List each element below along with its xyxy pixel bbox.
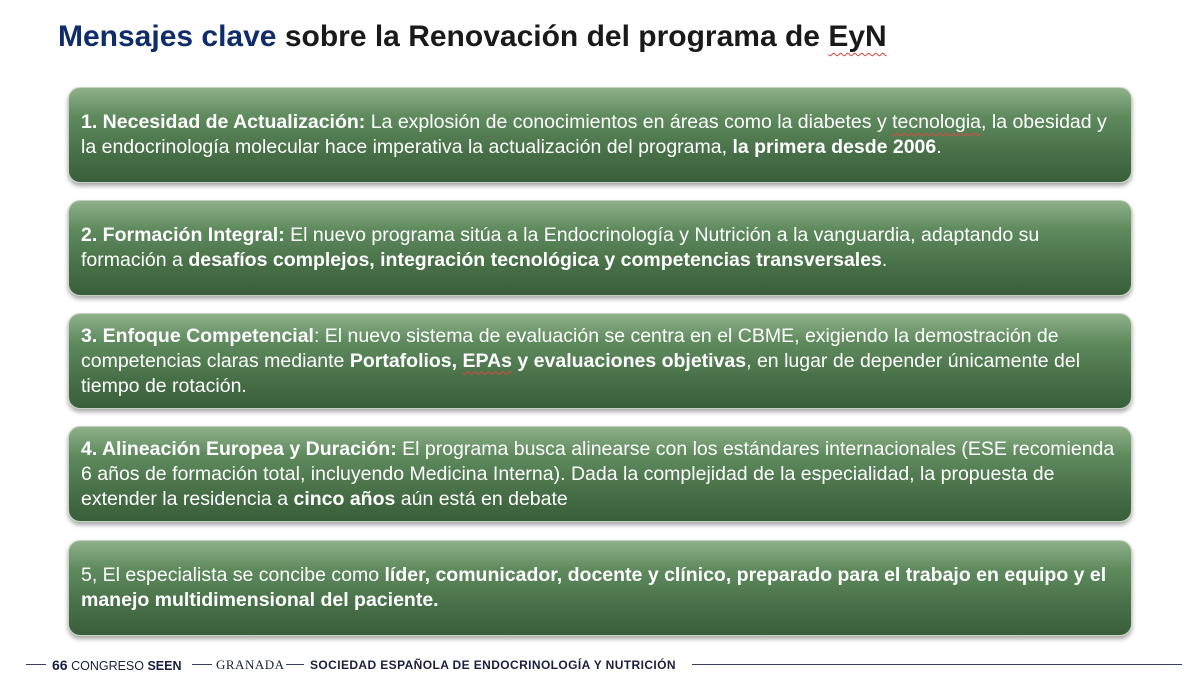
message-body: .: [881, 249, 888, 271]
footer-bar: [0, 655, 1200, 675]
message-box-5: [68, 540, 1132, 636]
message-heading-1: 1. Necesidad de Actualización:: [81, 111, 366, 133]
message-box-2: [68, 200, 1132, 296]
message-body: 5, El especialista se concibe como: [81, 564, 385, 586]
message-emphasis: y evaluaciones objetivas: [512, 349, 747, 372]
message-box-4: [68, 426, 1132, 522]
title-accent: Mensajes clave: [58, 20, 277, 53]
footer-seen: SEEN: [147, 659, 182, 673]
message-body: tecnologia: [892, 111, 982, 133]
footer-congreso: CONGRESO: [71, 659, 148, 673]
message-body: La explosión de conocimientos en áreas como la diabetes y: [365, 111, 893, 133]
message-emphasis: EPAs: [462, 349, 512, 372]
message-emphasis: Portafolios,: [349, 349, 463, 372]
footer-divider: [286, 664, 304, 665]
title-main: sobre la Renovación del programa de: [276, 20, 829, 53]
footer-divider: [26, 664, 46, 665]
message-emphasis: la primera desde 2006: [732, 136, 937, 158]
message-body: : El nuevo sistema de evaluación se centra en el CBME, exigiendo la demostración de competencias claras mediante: [81, 324, 1059, 372]
message-emphasis: desafíos complejos, integración tecnológica y competencias transversales: [188, 249, 882, 271]
message-body: El programa busca alinearse con los estándares internacionales (ESE recomienda 6 años de formación total, incluyendo Medicina Interna). Dada la complejidad de la especialidad, la propuesta de extender la residencia a: [81, 437, 1115, 510]
title-eyn: EyN: [828, 20, 887, 53]
message-box-1: [68, 87, 1132, 183]
message-text-1: [81, 110, 1119, 160]
message-heading-2: 2. Formación Integral:: [81, 224, 285, 246]
message-emphasis: líder, comunicador, docente y clínico, preparado para el trabajo en equipo y el manejo multidimensional del paciente.: [81, 564, 1107, 611]
message-text-2: [81, 223, 1119, 273]
message-body: , en lugar de depender únicamente del tiempo de rotación.: [81, 349, 1081, 397]
message-emphasis: cinco años: [293, 487, 396, 510]
footer-divider: [692, 664, 1182, 665]
message-text-3: [81, 324, 1119, 399]
message-text-4: [81, 437, 1119, 512]
footer-city: GRANADA: [216, 657, 285, 672]
slide-title: [58, 20, 887, 54]
message-heading-3: 3. Enfoque Competencial: [81, 324, 314, 347]
footer-congress: [52, 655, 182, 676]
message-body: , la obesidad y la endocrinología molecular hace imperativa la actualización del programa,: [81, 111, 1107, 158]
message-body: aún está en debate: [395, 487, 568, 510]
message-heading-4: 4. Alineación Europea y Duración:: [81, 437, 397, 460]
message-body: .: [936, 136, 942, 158]
footer-number: 66: [52, 657, 68, 673]
footer-society: SOCIEDAD ESPAÑOLA DE ENDOCRINOLOGÍA Y NUTRICIÓN: [310, 658, 676, 672]
message-box-3: [68, 313, 1132, 409]
message-body: El nuevo programa sitúa a la Endocrinología y Nutrición a la vanguardia, adaptando su formación a: [81, 224, 1040, 271]
message-text-5: [81, 563, 1119, 613]
footer-divider: [192, 664, 212, 665]
